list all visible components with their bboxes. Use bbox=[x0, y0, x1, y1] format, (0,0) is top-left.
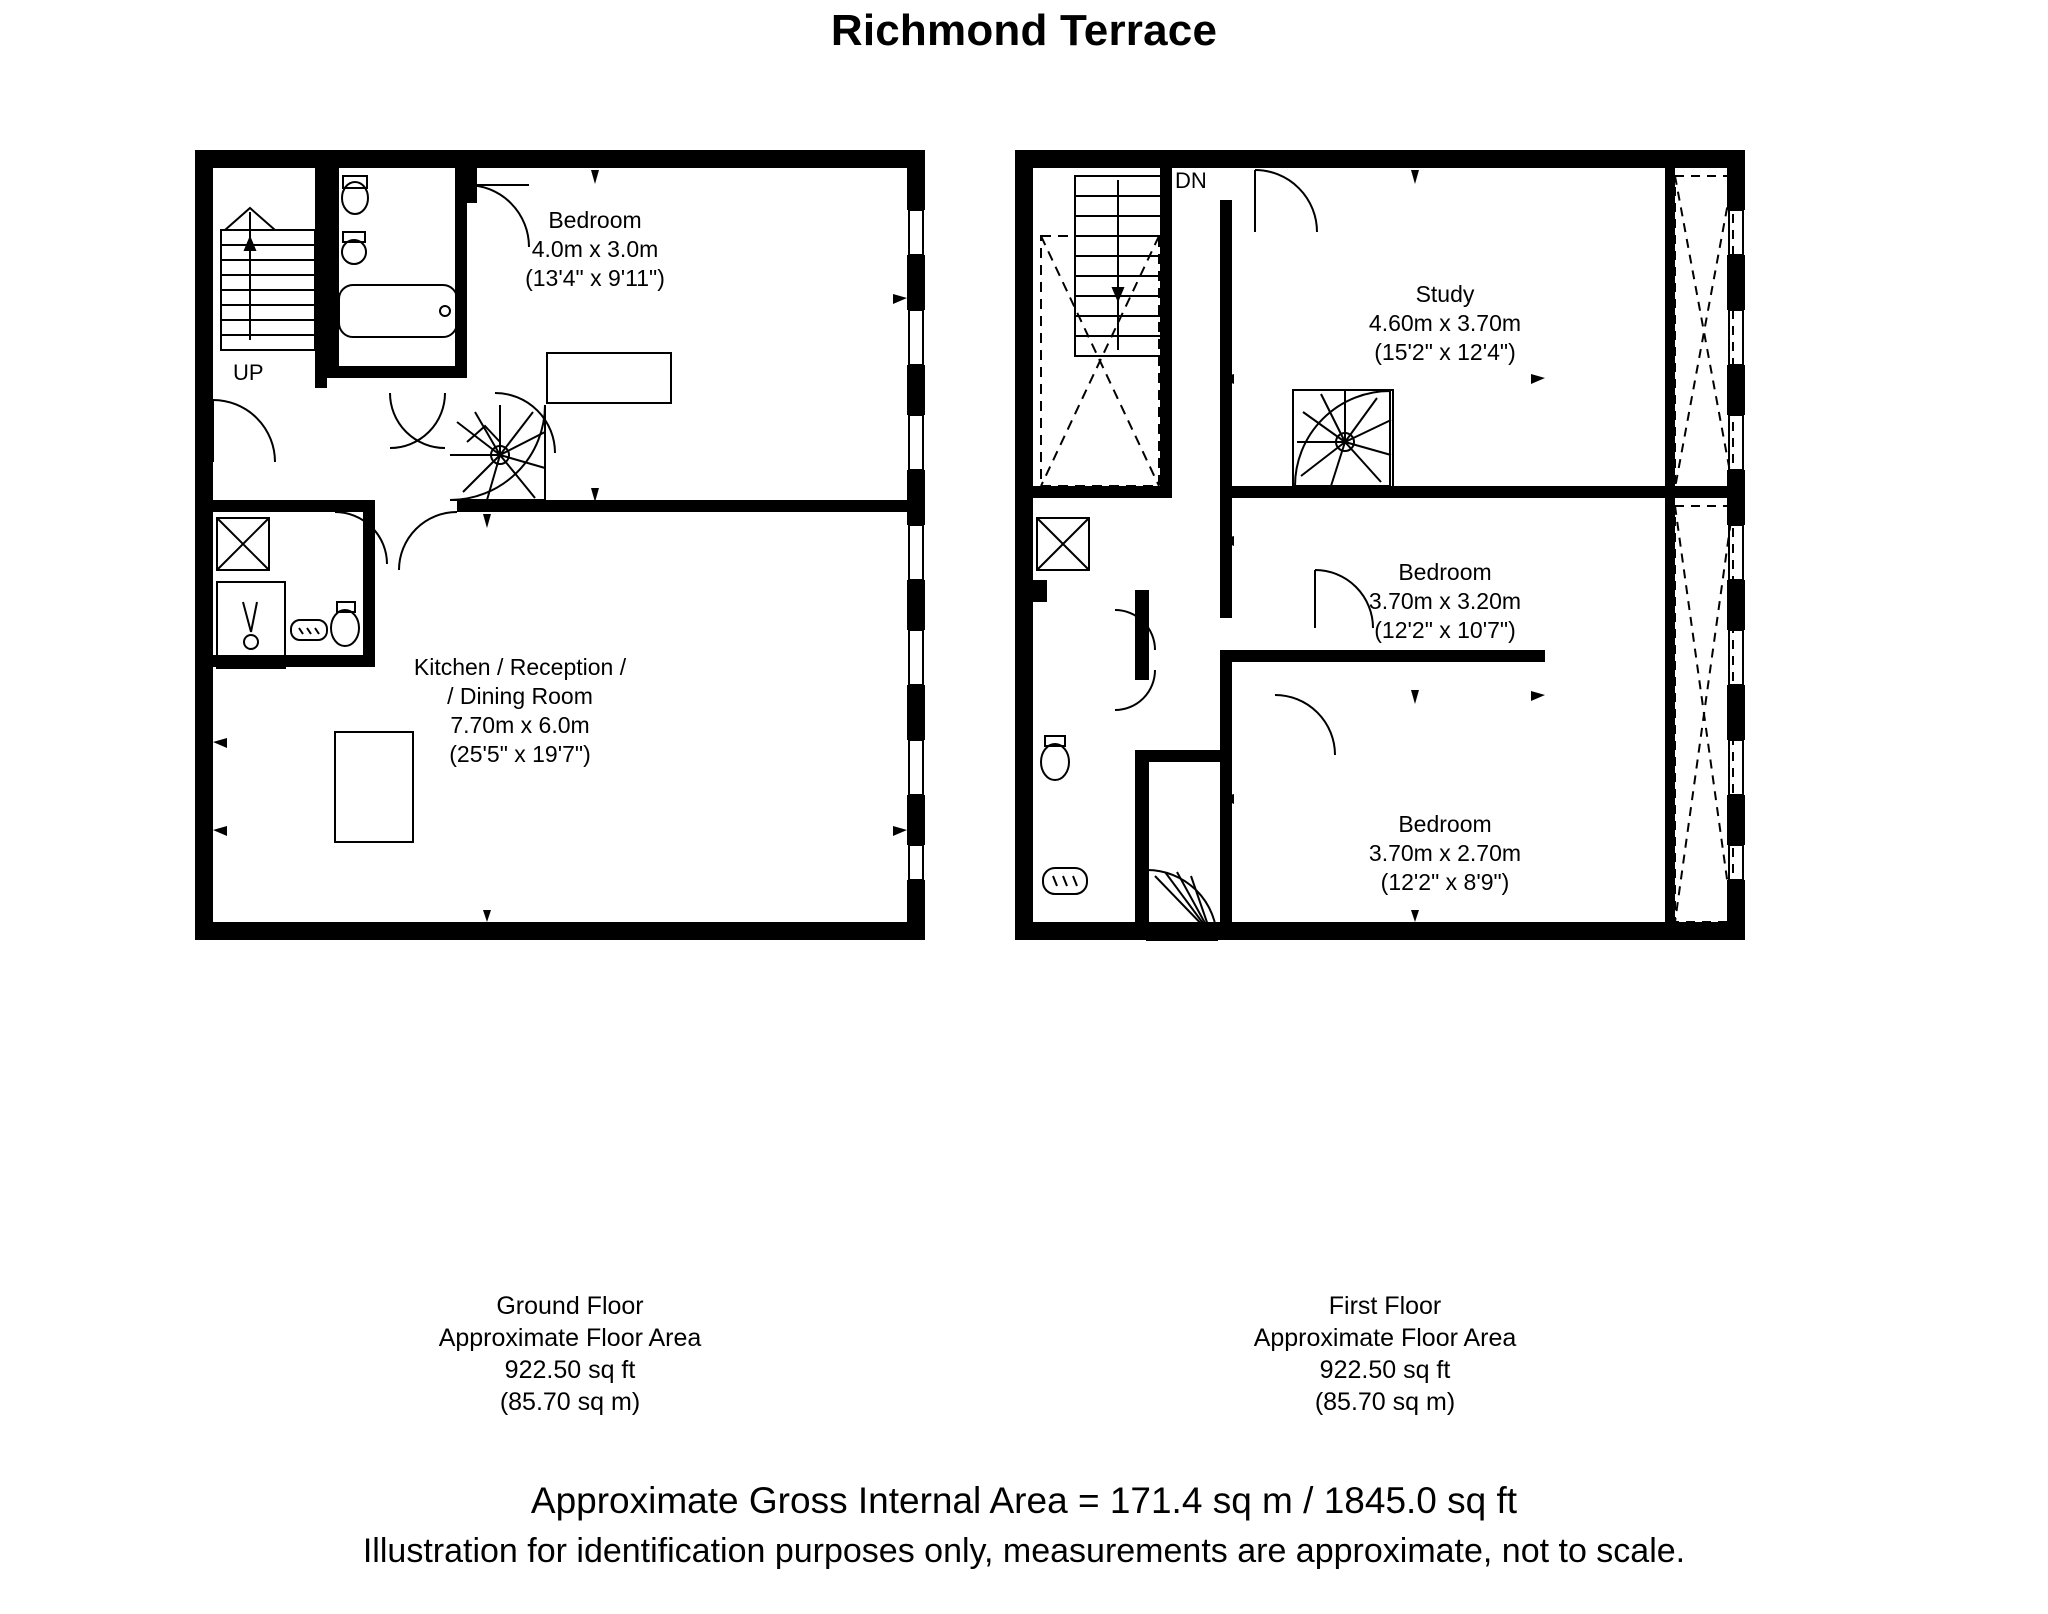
room-metric-study: 4.60m x 3.70m bbox=[1368, 310, 1522, 336]
first-floor-caption-name: First Floor bbox=[1328, 1292, 1442, 1320]
ground-wc-fixtures bbox=[217, 518, 359, 668]
first-bathroom-fixtures bbox=[1037, 518, 1217, 940]
room-imperial-kitchen: (25'5" x 19'7") bbox=[449, 741, 591, 767]
room-name-study: Study bbox=[1415, 281, 1475, 307]
first-room-labels bbox=[1369, 281, 1521, 895]
first-internal-walls bbox=[1033, 168, 1745, 940]
first-glazing-panels bbox=[1675, 176, 1733, 922]
ground-floor-caption-sqm: (85.70 sq m) bbox=[499, 1388, 641, 1416]
ground-spiral-stair bbox=[450, 405, 545, 500]
first-stair-direction-label: DN bbox=[1175, 168, 1207, 193]
first-stairwell-void bbox=[1041, 236, 1159, 486]
first-window-markers bbox=[1220, 170, 1545, 922]
room-name-bedroom: Bedroom bbox=[548, 207, 642, 233]
room-name-kitchen-line2: / Dining Room bbox=[447, 683, 593, 709]
room-imperial-study: (15'2" x 12'4") bbox=[1374, 339, 1516, 365]
room-metric-bedroom-2: 3.70m x 3.20m bbox=[1368, 588, 1522, 614]
first-spiral-stair bbox=[1293, 390, 1393, 488]
first-staircase bbox=[1075, 176, 1161, 356]
room-name-bedroom-2: Bedroom bbox=[1398, 559, 1492, 585]
ground-stair-direction-label: UP bbox=[233, 360, 264, 385]
ground-furniture bbox=[335, 353, 671, 940]
first-floor-caption-area-label: Approximate Floor Area bbox=[1253, 1324, 1517, 1352]
ground-floor-caption-area-label: Approximate Floor Area bbox=[438, 1324, 702, 1352]
disclaimer-text: Illustration for identification purposes only, measurements are approximate, not to scale. bbox=[362, 1532, 1686, 1570]
room-name-bedroom-3: Bedroom bbox=[1398, 811, 1492, 837]
ground-bathroom-fixtures bbox=[339, 176, 457, 337]
ground-floor-caption-sqft: 922.50 sq ft bbox=[504, 1356, 636, 1384]
first-floor-caption bbox=[1125, 1290, 1645, 1418]
ground-staircase bbox=[221, 208, 315, 350]
room-metric-bedroom-3: 3.70m x 2.70m bbox=[1368, 840, 1522, 866]
ground-right-windows bbox=[909, 210, 923, 880]
ground-floor-caption bbox=[310, 1290, 830, 1418]
room-imperial-bedroom-2: (12'2" x 10'7") bbox=[1374, 617, 1516, 643]
ground-floor-plan bbox=[195, 150, 945, 1200]
first-floor-caption-sqft: 922.50 sq ft bbox=[1319, 1356, 1451, 1384]
room-metric-kitchen: 7.70m x 6.0m bbox=[450, 712, 590, 738]
room-imperial-bedroom: (13'4" x 9'11") bbox=[525, 265, 665, 291]
room-name-kitchen-line1: Kitchen / Reception / bbox=[413, 654, 627, 680]
ground-floor-caption-name: Ground Floor bbox=[496, 1292, 644, 1320]
room-imperial-bedroom-3: (12'2" x 8'9") bbox=[1380, 869, 1510, 895]
first-right-windows bbox=[1729, 210, 1743, 880]
page-title: Richmond Terrace bbox=[830, 6, 1218, 55]
first-floor-plan bbox=[1015, 150, 1765, 1200]
room-metric-bedroom: 4.0m x 3.0m bbox=[531, 236, 659, 262]
first-outer-walls bbox=[1015, 150, 1745, 940]
gross-internal-area-text: Approximate Gross Internal Area = 171.4 sq m / 1845.0 sq ft bbox=[530, 1480, 1518, 1521]
first-floor-caption-sqm: (85.70 sq m) bbox=[1314, 1388, 1456, 1416]
